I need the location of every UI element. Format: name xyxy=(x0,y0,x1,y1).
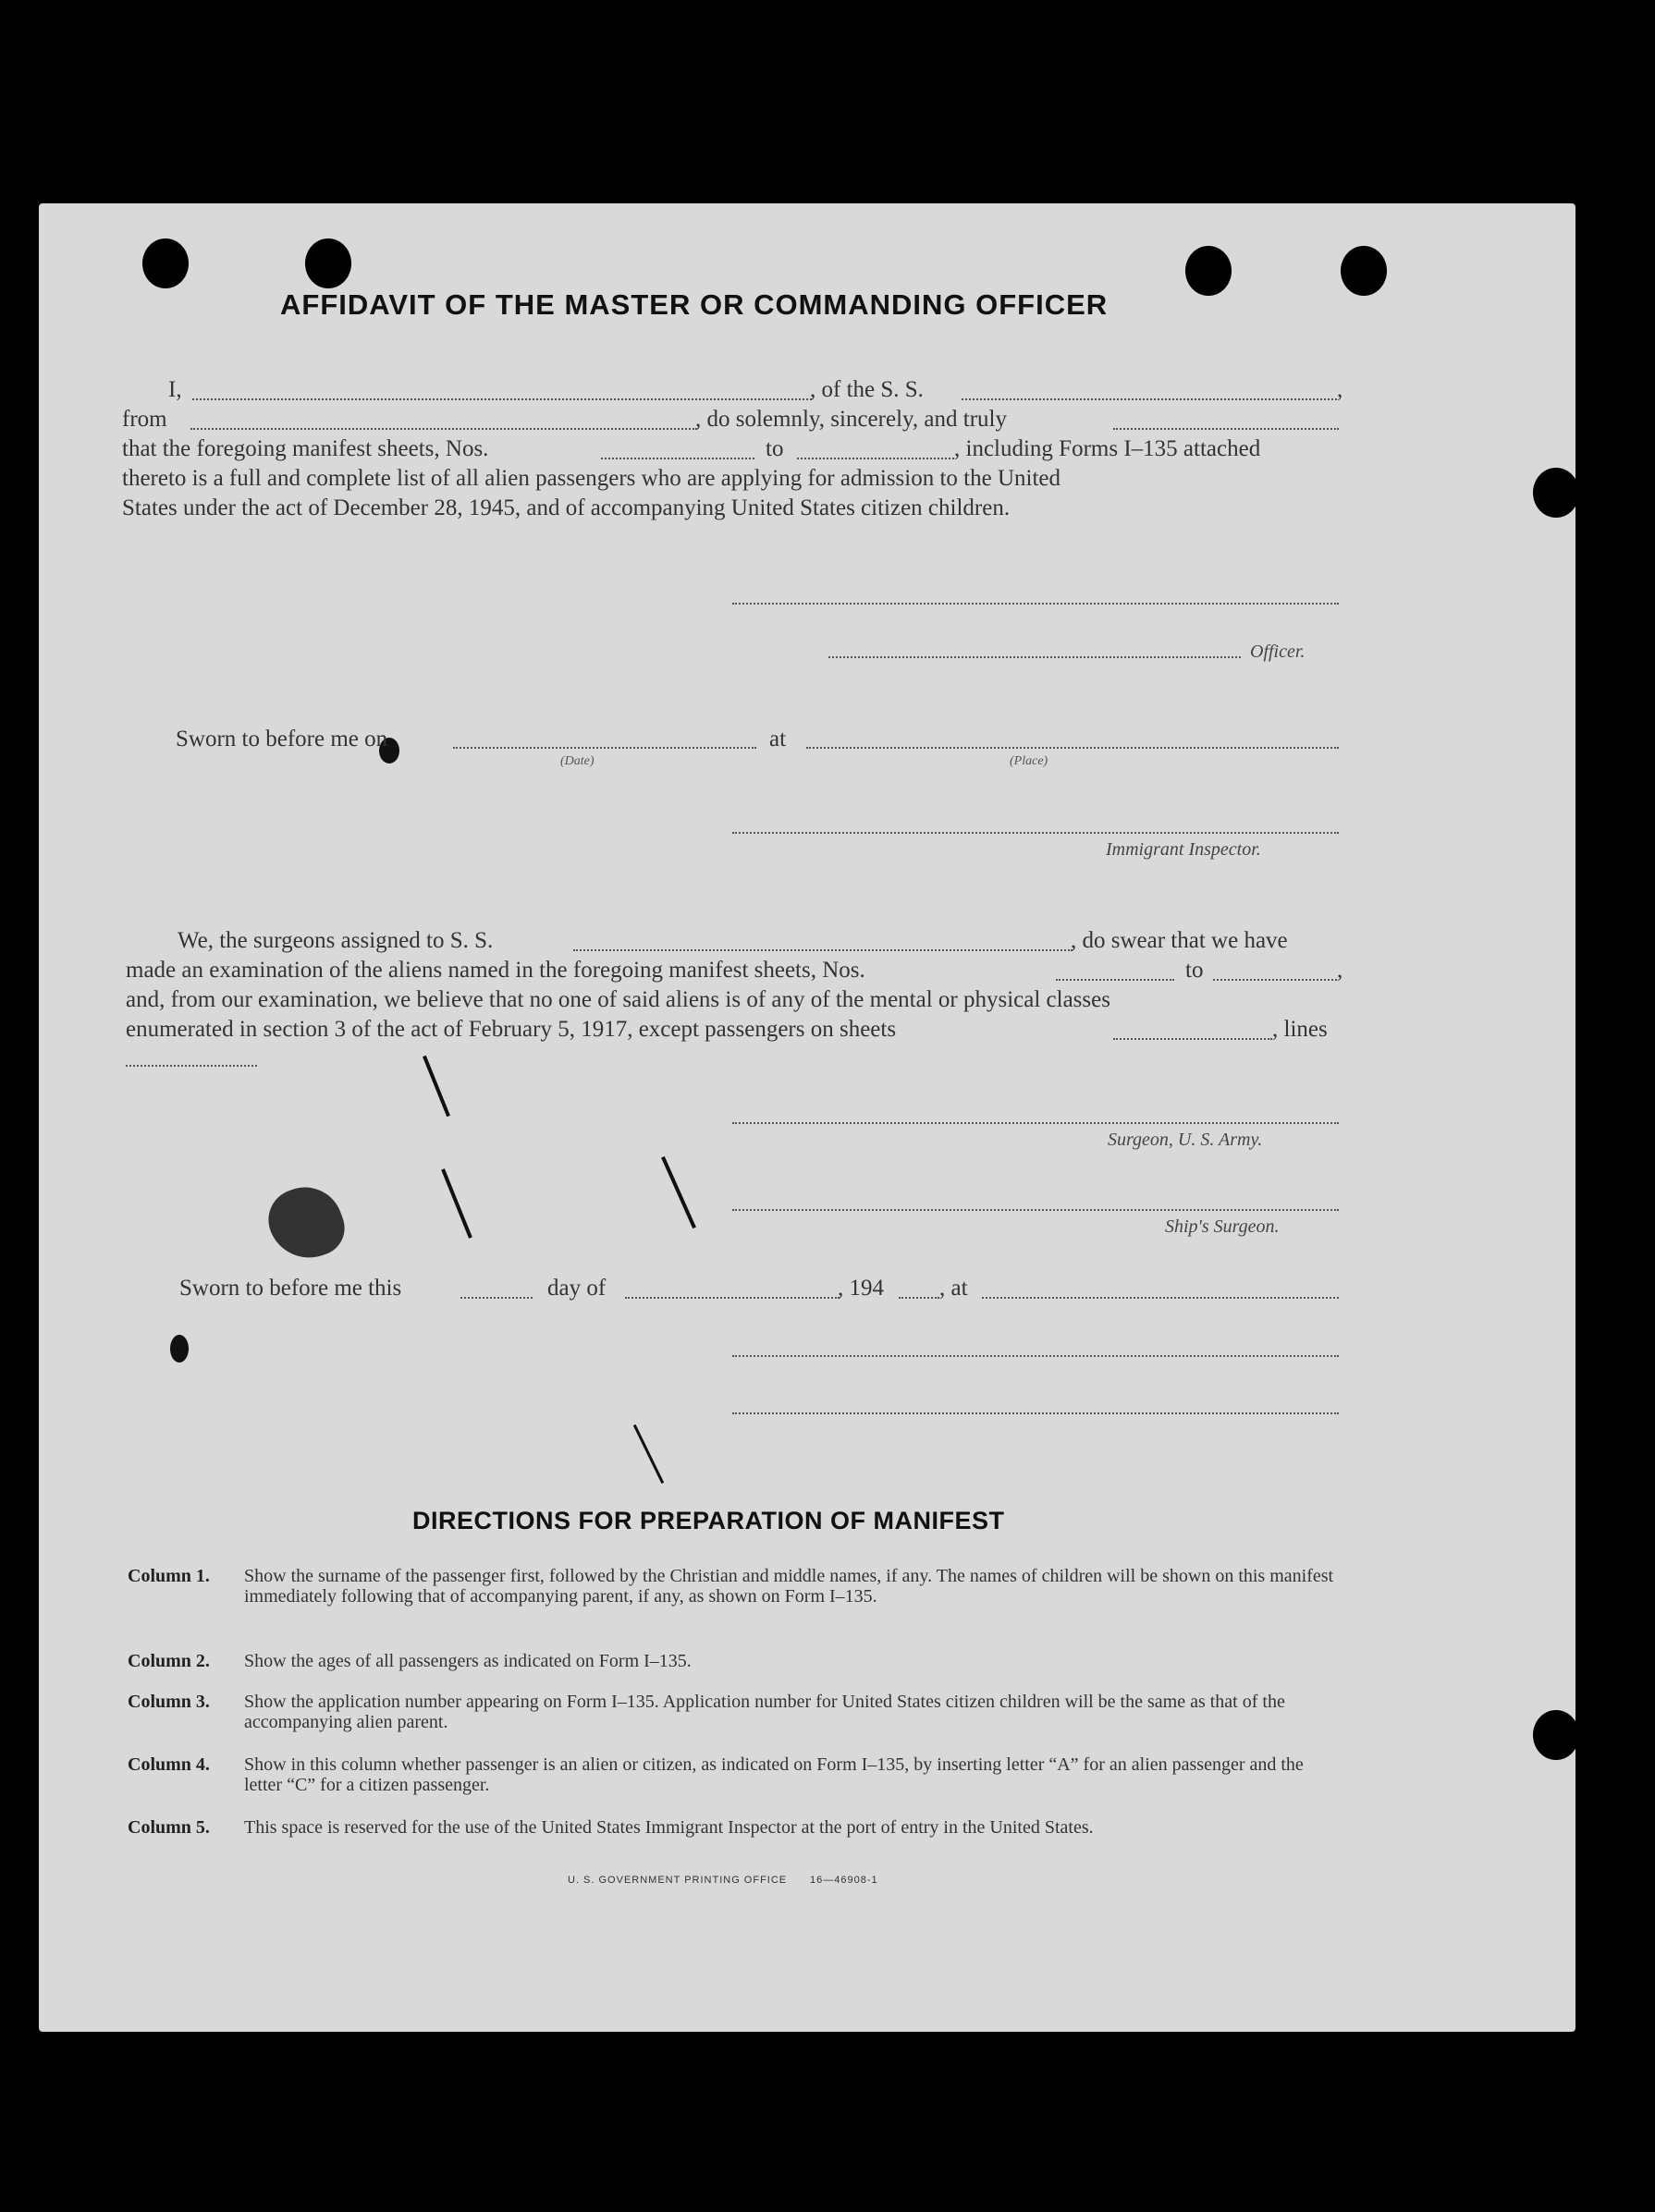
punch-hole xyxy=(142,238,189,288)
punch-hole xyxy=(1533,468,1579,518)
affidavit-title: AFFIDAVIT OF THE MASTER OR COMMANDING OFFICER xyxy=(280,288,1109,321)
blank-master-name[interactable] xyxy=(192,398,812,400)
signature-line-1[interactable] xyxy=(732,1355,1339,1357)
blank-place-2[interactable] xyxy=(982,1297,1339,1299)
text-sworn-this: Sworn to before me this xyxy=(179,1276,402,1301)
form-code: 16—46908-1 xyxy=(810,1875,878,1886)
directions-title: DIRECTIONS FOR PREPARATION OF MANIFEST xyxy=(412,1507,1005,1534)
column-1-text: Show the surname of the passenger first, followed by the Christian and middle names, if any. The names of children will be shown on this manifest immediately following that of accompanying parent, if any, as shown on Form I–135. xyxy=(244,1566,1334,1607)
blank-ship-name[interactable] xyxy=(962,398,1337,400)
signature-line-inspector[interactable] xyxy=(732,832,1339,834)
text-states: States under the act of December 28, 1945, and of accompanying United States citizen children. xyxy=(122,495,1011,520)
column-4-text: Show in this column whether passenger is an alien or citizen, as indicated on Form I–135, by inserting letter “A” for an alien passenger and the letter “C” for a citizen passenger. xyxy=(244,1754,1304,1795)
text-year: , 194 xyxy=(838,1276,884,1301)
column-3-label: Column 3. xyxy=(128,1692,210,1712)
text-including: , including Forms I–135 attached xyxy=(954,436,1261,461)
date-caption: (Date) xyxy=(560,754,595,768)
blank-except-sheets[interactable] xyxy=(1113,1038,1272,1040)
blank-from-port[interactable] xyxy=(190,428,697,430)
blank-year[interactable] xyxy=(899,1297,939,1299)
blank-declare[interactable] xyxy=(1113,428,1339,430)
signature-line-ship-surgeon[interactable] xyxy=(732,1209,1339,1211)
officer-label: Officer. xyxy=(1250,642,1306,662)
punch-hole xyxy=(1341,246,1387,296)
text-thereto: thereto is a full and complete list of all alien passengers who are applying for admission to the United xyxy=(122,466,1061,491)
signature-line-2[interactable] xyxy=(732,1412,1339,1414)
text-day-of: day of xyxy=(547,1276,607,1301)
text-comma-2: , xyxy=(1337,958,1343,983)
signature-line-officer[interactable] xyxy=(828,656,1241,658)
ship-surgeon-label: Ship's Surgeon. xyxy=(1165,1216,1280,1237)
column-5-label: Column 5. xyxy=(128,1817,210,1838)
column-3-text: Show the application number appearing on Form I–135. Application number for United States citizen children will be the same as that of the accompanying alien parent. xyxy=(244,1692,1285,1732)
text-lines: , lines xyxy=(1272,1017,1328,1042)
text-comma: , xyxy=(1337,377,1343,402)
text-enumerated: enumerated in section 3 of the act of February 5, 1917, except passengers on sheets xyxy=(126,1017,897,1042)
text-from: from xyxy=(122,407,167,432)
column-4-label: Column 4. xyxy=(128,1754,210,1775)
text-at: at xyxy=(769,727,787,752)
column-1-label: Column 1. xyxy=(128,1566,210,1586)
column-5-text: This space is reserved for the use of the United States Immigrant Inspector at the port of entry in the United States. xyxy=(244,1817,1094,1838)
text-believe: and, from our examination, we believe that no one of said aliens is of any of the mental or physical classes xyxy=(126,987,1110,1012)
column-2-text: Show the ages of all passengers as indicated on Form I–135. xyxy=(244,1651,692,1671)
army-surgeon-label: Surgeon, U. S. Army. xyxy=(1108,1130,1263,1150)
text-of-ss: , of the S. S. xyxy=(810,377,924,402)
column-2-label: Column 2. xyxy=(128,1651,210,1671)
blank-sheet-to[interactable] xyxy=(797,458,954,459)
blank-exam-sheet-from[interactable] xyxy=(1056,979,1174,981)
blank-lines[interactable] xyxy=(126,1065,257,1067)
blank-sworn-place[interactable] xyxy=(806,747,1339,749)
punch-hole xyxy=(1185,246,1232,296)
text-swear: , do swear that we have xyxy=(1071,928,1288,953)
text-to-2: to xyxy=(1185,958,1204,983)
text-examination: made an examination of the aliens named in the foregoing manifest sheets, Nos. xyxy=(126,958,865,983)
punch-hole xyxy=(1533,1710,1579,1760)
text-solemnly: , do solemnly, sincerely, and truly xyxy=(695,407,1007,432)
punch-hole xyxy=(305,238,351,288)
text-i: I, xyxy=(168,377,182,402)
text-surgeons: We, the surgeons assigned to S. S. xyxy=(178,928,494,953)
inspector-label: Immigrant Inspector. xyxy=(1106,839,1261,860)
printer-imprint: U. S. GOVERNMENT PRINTING OFFICE xyxy=(568,1875,788,1886)
place-caption: (Place) xyxy=(1010,754,1048,768)
blank-sheet-from[interactable] xyxy=(601,458,754,459)
blank-day[interactable] xyxy=(460,1297,533,1299)
blank-exam-sheet-to[interactable] xyxy=(1213,979,1337,981)
text-manifest-sheets: that the foregoing manifest sheets, Nos. xyxy=(122,436,489,461)
blank-surgeon-ship[interactable] xyxy=(573,949,1073,951)
ink-blot xyxy=(170,1335,189,1363)
text-sworn-on: Sworn to before me on xyxy=(176,727,388,752)
text-at-2: , at xyxy=(939,1276,968,1301)
blank-month[interactable] xyxy=(625,1297,840,1299)
blank-sworn-date[interactable] xyxy=(453,747,756,749)
signature-line-army-surgeon[interactable] xyxy=(732,1122,1339,1124)
text-to: to xyxy=(766,436,784,461)
signature-line-master[interactable] xyxy=(732,603,1339,605)
